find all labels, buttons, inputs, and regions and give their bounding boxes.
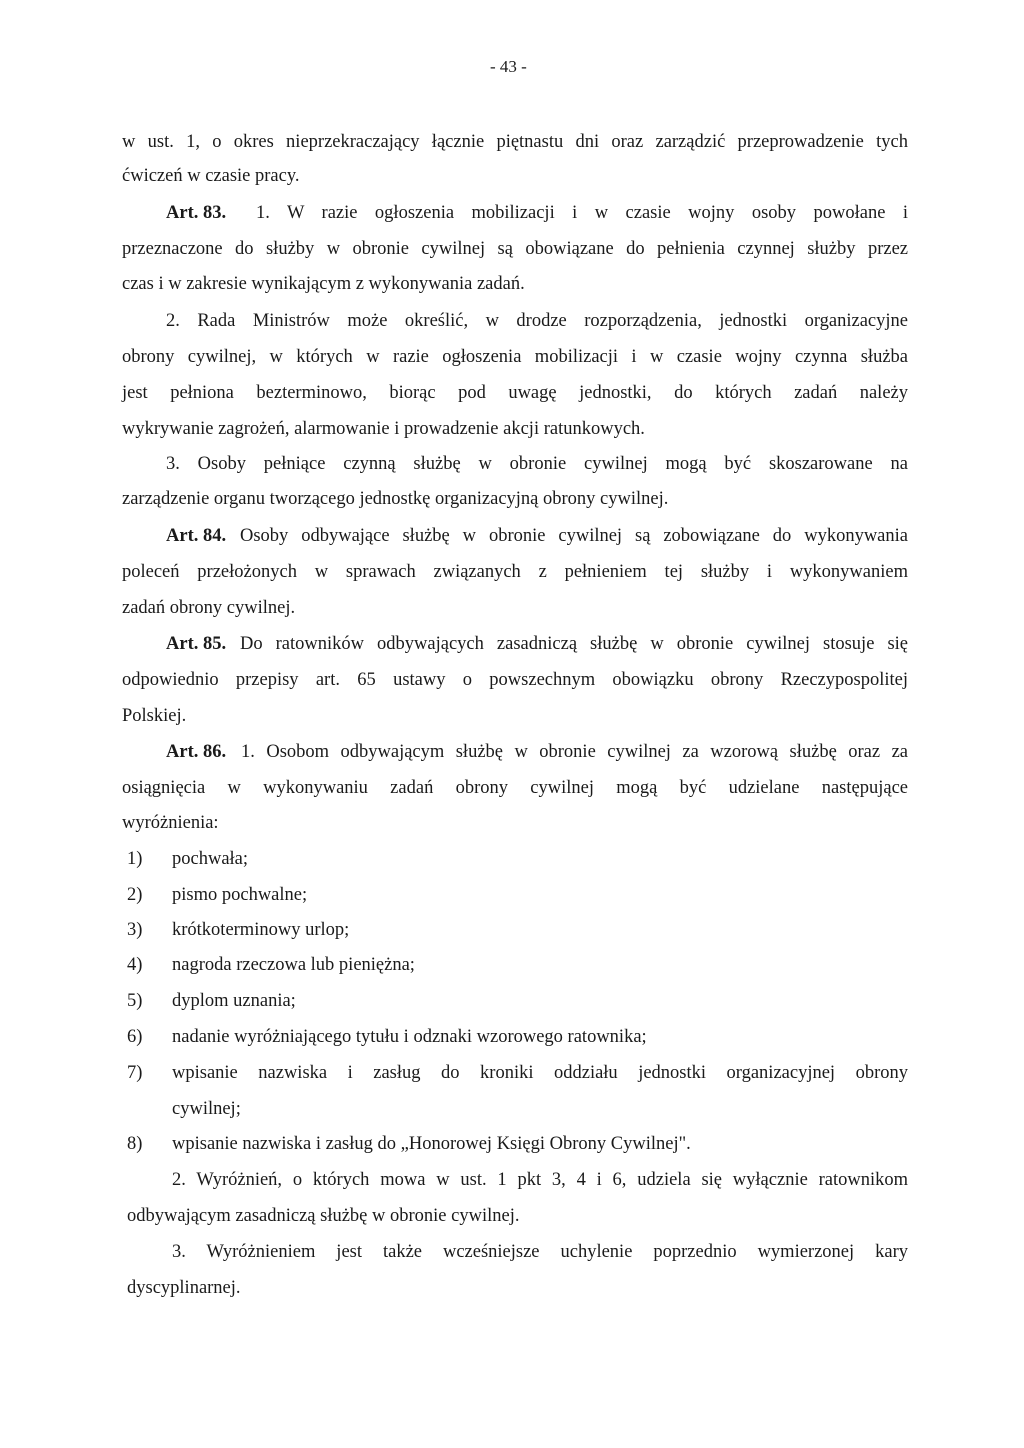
list-number: 3) bbox=[127, 920, 143, 940]
text-line: zadań obrony cywilnej. bbox=[122, 598, 296, 618]
list-number: 2) bbox=[127, 885, 143, 905]
text-line: wykrywanie zagrożeń, alarmowanie i prowadzenie akcji ratunkowych. bbox=[122, 419, 645, 439]
list-number: 5) bbox=[127, 991, 143, 1011]
text-line: w ust. 1, o okres nieprzekraczający łącznie piętnastu dni oraz zarządzić przeprowadzenie tych bbox=[122, 132, 908, 152]
list-item: dyplom uznania; bbox=[172, 991, 296, 1011]
text-line: osiągnięcia w wykonywaniu zadań obrony cywilnej mogą być udzielane następujące bbox=[122, 778, 908, 798]
list-item: pismo pochwalne; bbox=[172, 885, 308, 905]
list-item: nagroda rzeczowa lub pieniężna; bbox=[172, 955, 415, 975]
text-line: 2. Rada Ministrów może określić, w drodze rozporządzenia, jednostki organizacyjne bbox=[166, 311, 908, 331]
text-line: czas i w zakresie wynikającym z wykonywania zadań. bbox=[122, 274, 525, 294]
text-line: przeznaczone do służby w obronie cywilnej są obowiązane do pełnienia czynnej służby przez bbox=[122, 239, 908, 259]
list-item: wpisanie nazwiska i zasług do kroniki oddziału jednostki organizacyjnej obrony bbox=[172, 1063, 908, 1083]
list-item-continuation: cywilnej; bbox=[172, 1099, 241, 1119]
text-line: 3. Osoby pełniące czynną służbę w obronie cywilnej mogą być skoszarowane na bbox=[166, 454, 908, 474]
text-line: Do ratowników odbywających zasadniczą służbę w obronie cywilnej stosuje się bbox=[240, 634, 908, 654]
text-line: jest pełniona bezterminowo, biorąc pod uwagę jednostki, do których zadań należy bbox=[122, 383, 908, 403]
list-number: 1) bbox=[127, 849, 143, 869]
text-line: obrony cywilnej, w których w razie ogłoszenia mobilizacji i w czasie wojny czynna służba bbox=[122, 347, 908, 367]
text-line: 3. Wyróżnieniem jest także wcześniejsze uchylenie poprzednio wymierzonej kary bbox=[172, 1242, 908, 1262]
text-line: ćwiczeń w czasie pracy. bbox=[122, 166, 300, 186]
list-item: nadanie wyróżniającego tytułu i odznaki wzorowego ratownika; bbox=[172, 1027, 647, 1047]
article-label: Art. 83. bbox=[166, 203, 227, 223]
list-number: 8) bbox=[127, 1134, 143, 1154]
text-line: 2. Wyróżnień, o których mowa w ust. 1 pkt 3, 4 i 6, udziela się wyłącznie ratownikom bbox=[172, 1170, 908, 1190]
list-item: pochwała; bbox=[172, 849, 249, 869]
text-line: 1. Osobom odbywającym służbę w obronie cywilnej za wzorową służbę oraz za bbox=[241, 742, 908, 762]
list-item: wpisanie nazwiska i zasług do „Honorowej Księgi Obrony Cywilnej". bbox=[172, 1134, 691, 1154]
article-label: Art. 86. bbox=[166, 742, 227, 762]
text-line: dyscyplinarnej. bbox=[127, 1278, 241, 1298]
article-label: Art. 84. bbox=[166, 526, 227, 546]
text-line: Polskiej. bbox=[122, 706, 187, 726]
list-number: 7) bbox=[127, 1063, 143, 1083]
text-line: wyróżnienia: bbox=[122, 813, 219, 833]
text-line: odpowiednio przepisy art. 65 ustawy o powszechnym obowiązku obrony Rzeczypospolitej bbox=[122, 670, 908, 690]
article-label: Art. 85. bbox=[166, 634, 227, 654]
text-line: 1. W razie ogłoszenia mobilizacji i w czasie wojny osoby powołane i bbox=[256, 203, 908, 223]
text-line: zarządzenie organu tworzącego jednostkę organizacyjną obrony cywilnej. bbox=[122, 489, 669, 509]
list-number: 4) bbox=[127, 955, 143, 975]
text-line: poleceń przełożonych w sprawach związanych z pełnieniem tej służby i wykonywaniem bbox=[122, 562, 908, 582]
text-line: odbywającym zasadniczą służbę w obronie cywilnej. bbox=[127, 1206, 520, 1226]
list-item: krótkoterminowy urlop; bbox=[172, 920, 350, 940]
text-line: Osoby odbywające służbę w obronie cywilnej są zobowiązane do wykonywania bbox=[240, 526, 908, 546]
list-number: 6) bbox=[127, 1027, 143, 1047]
page-number: - 43 - bbox=[490, 57, 527, 76]
